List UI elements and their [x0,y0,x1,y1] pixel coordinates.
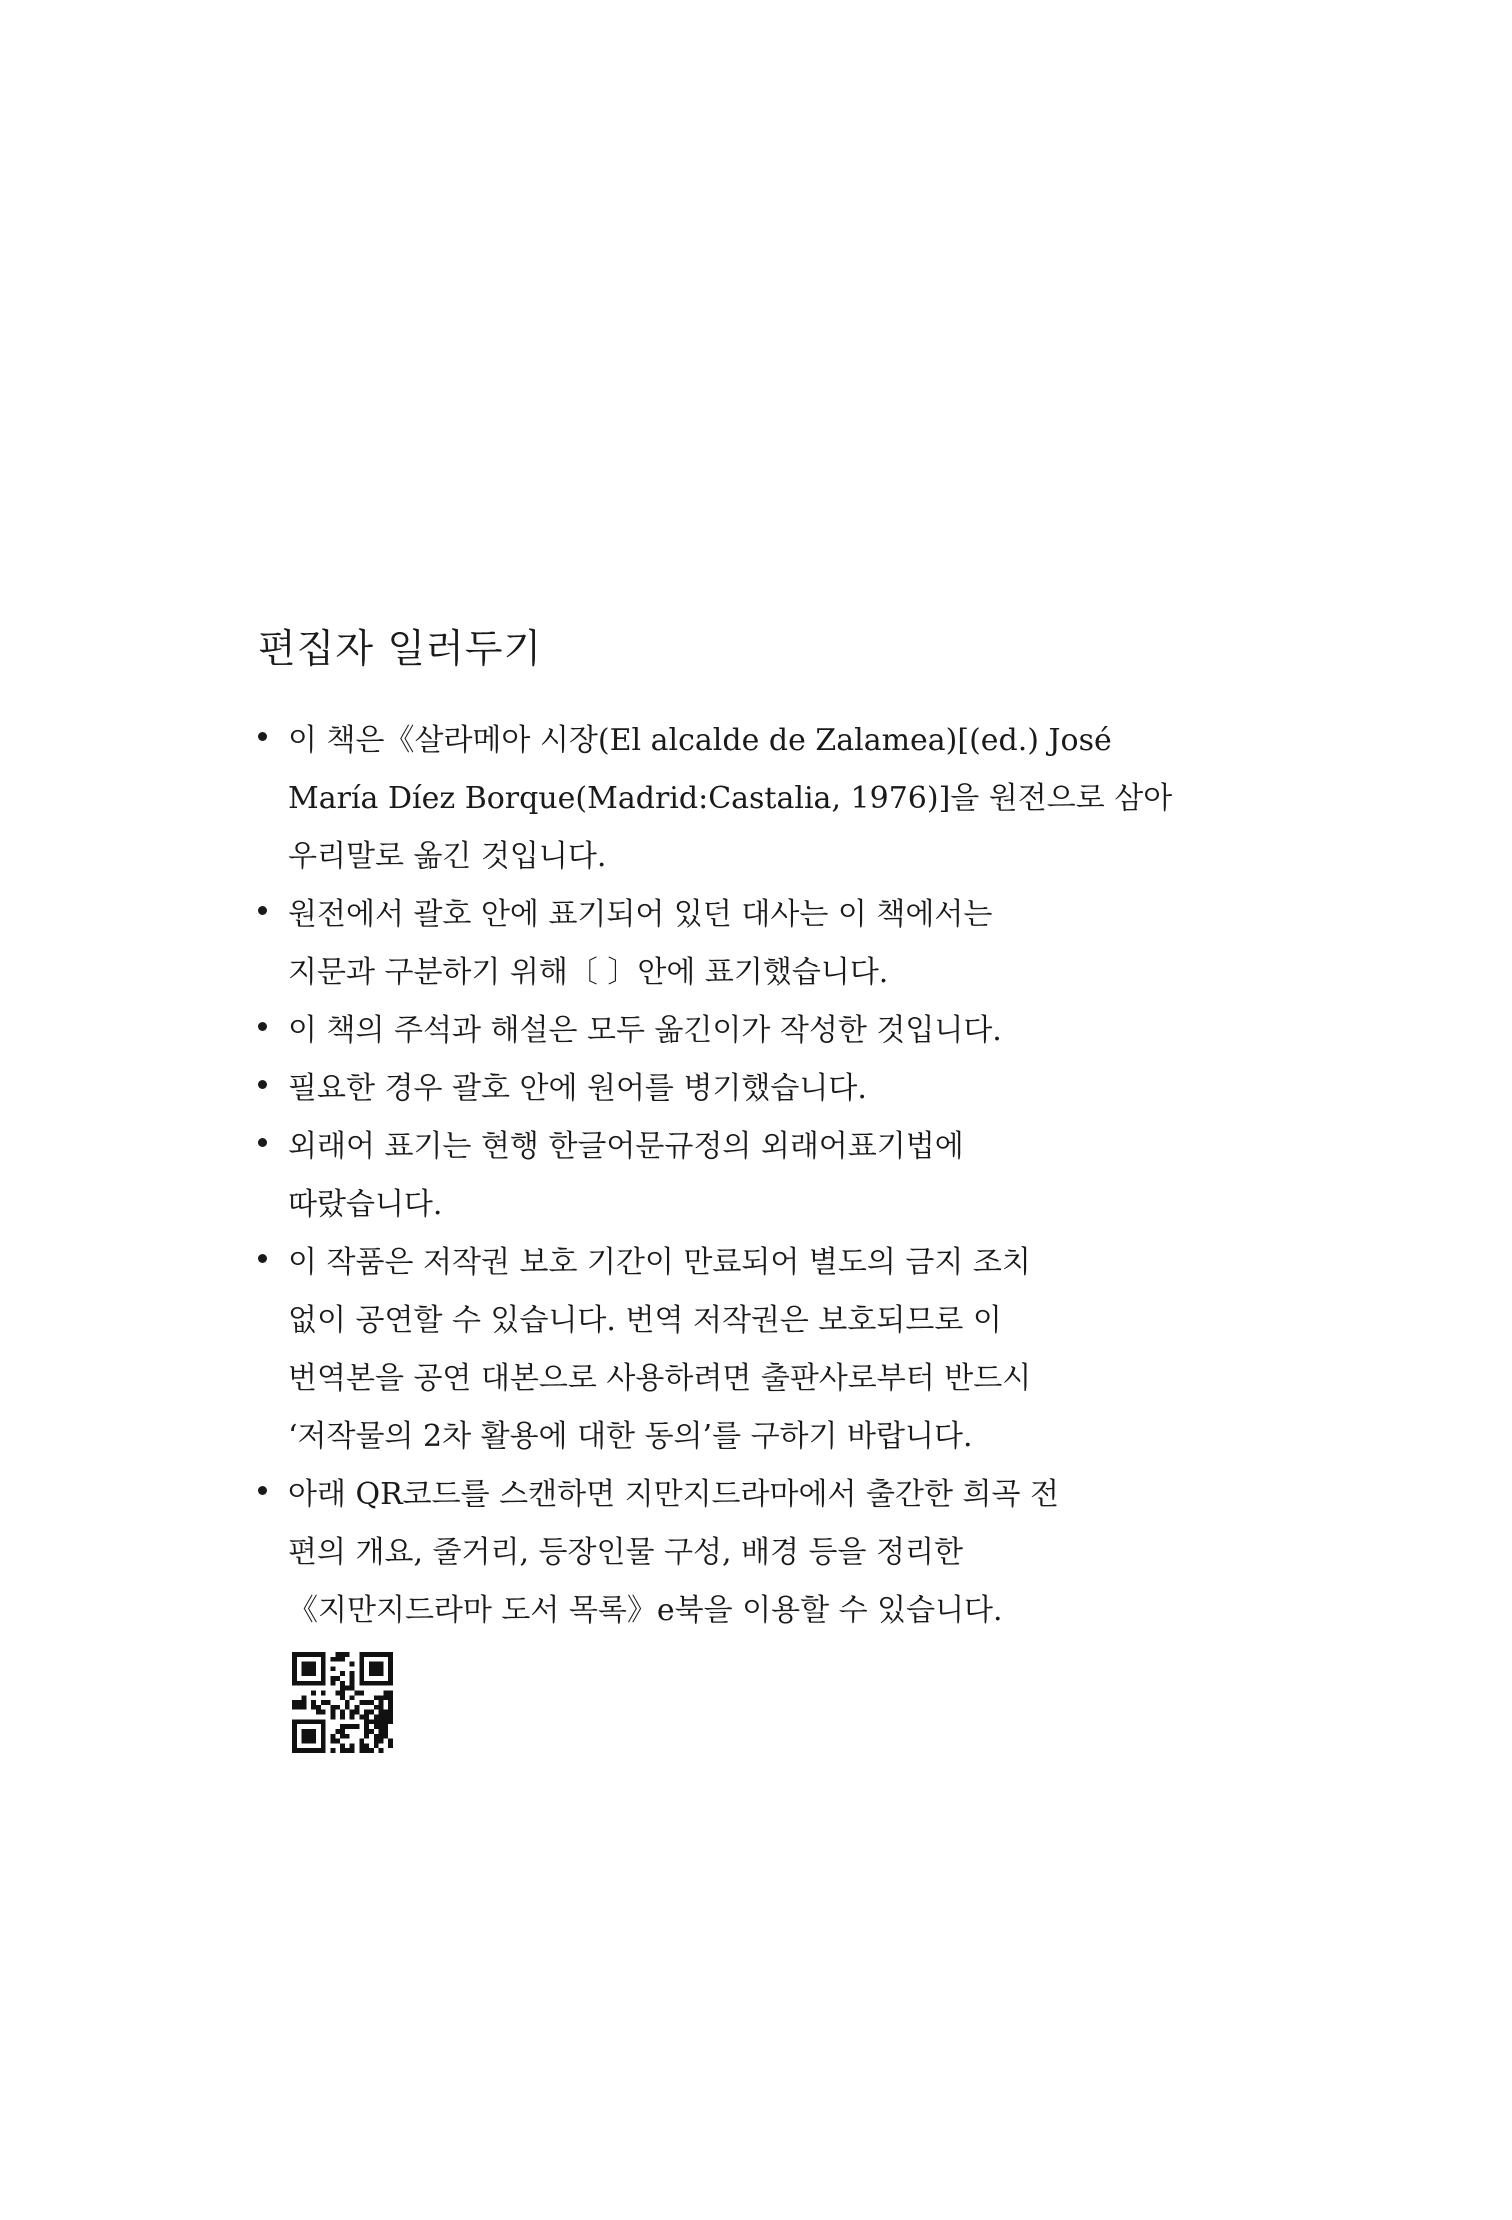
note-line: 이 작품은 저작권 보호 기간이 만료되어 별도의 금지 조치 [288,1245,1031,1280]
note-brackets [258,886,1218,1002]
note-original-source [258,712,1218,886]
note-qr-catalog [258,1466,1218,1640]
editor-notes-list [258,712,1218,1640]
note-line: 이 책은《살라메아 시장(El alcalde de Zalamea)[(ed.) José [288,723,1112,758]
bullet-icon [258,1486,267,1495]
bullet-icon [258,732,267,741]
bullet-icon [258,1254,267,1263]
note-line: 《지만지드라마 도서 목록》e북을 이용할 수 있습니다. [288,1593,1003,1628]
note-line: 필요한 경우 괄호 안에 원어를 병기했습니다. [288,1071,867,1106]
bullet-icon [258,1022,267,1031]
note-line: 이 책의 주석과 해설은 모두 옮긴이가 작성한 것입니다. [288,1013,1002,1048]
note-annotations [258,1002,1218,1060]
note-line: 외래어 표기는 현행 한글어문규정의 외래어표기법에 [288,1129,964,1164]
note-line: 우리말로 옮긴 것입니다. [288,839,607,874]
note-line: 따랐습니다. [288,1187,443,1222]
note-line: 번역본을 공연 대본으로 사용하려면 출판사로부터 반드시 [288,1361,1032,1396]
qr-code-icon[interactable] [292,1652,393,1753]
note-line: 지문과 구분하기 위해〔 〕안에 표기했습니다. [288,955,889,990]
note-loanword-notation [258,1118,1218,1234]
note-line: 편의 개요, 줄거리, 등장인물 구성, 배경 등을 정리한 [288,1535,963,1570]
note-original-words [258,1060,1218,1118]
note-line: 없이 공연할 수 있습니다. 번역 저작권은 보호되므로 이 [288,1303,1002,1338]
note-line: 원전에서 괄호 안에 표기되어 있던 대사는 이 책에서는 [288,897,993,932]
page-title: 편집자 일러두기 [258,627,543,672]
note-copyright [258,1234,1218,1466]
bullet-icon [258,906,267,915]
note-line: ‘저작물의 2차 활용에 대한 동의’를 구하기 바랍니다. [288,1419,973,1454]
bullet-icon [258,1138,267,1147]
bullet-icon [258,1080,267,1089]
note-line: María Díez Borque(Madrid:Castalia, 1976)]을 원전으로 삼아 [288,781,1173,816]
note-line: 아래 QR코드를 스캔하면 지만지드라마에서 출간한 희곡 전 [288,1477,1059,1512]
